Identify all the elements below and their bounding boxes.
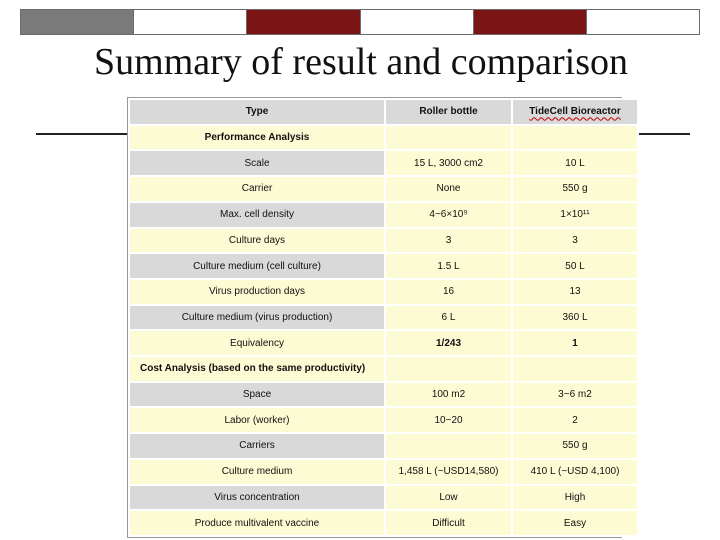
table-header-row: [129, 99, 638, 125]
section-empty-cell: [512, 125, 638, 151]
roller-bottle-value: Low: [385, 485, 512, 511]
table-row: [129, 202, 638, 228]
roller-bottle-value: [385, 433, 512, 459]
header-tidecell-bioreactor: [512, 99, 638, 125]
row-label: Labor (worker): [129, 407, 385, 433]
row-label: Equivalency: [129, 330, 385, 356]
decorative-header-bar: [20, 9, 700, 35]
roller-bottle-value: 100 m2: [385, 382, 512, 408]
title-underline-left: [36, 133, 128, 135]
row-label: Carrier: [129, 176, 385, 202]
row-label: Virus production days: [129, 279, 385, 305]
tidecell-value: 3: [512, 228, 638, 254]
table-row: [129, 305, 638, 331]
tidecell-value: 360 L: [512, 305, 638, 331]
comparison-table-image: [127, 97, 622, 538]
roller-bottle-value: 4~6×10⁹: [385, 202, 512, 228]
section-empty-cell: [385, 356, 512, 382]
table-row: [129, 510, 638, 536]
tidecell-value: 2: [512, 407, 638, 433]
table-row: [129, 485, 638, 511]
roller-bottle-value: 10~20: [385, 407, 512, 433]
section-label-cost: Cost Analysis (based on the same productivity): [129, 356, 385, 382]
table-row: [129, 330, 638, 356]
row-label: Scale: [129, 150, 385, 176]
section-label-performance: Performance Analysis: [129, 125, 385, 151]
row-label: Carriers: [129, 433, 385, 459]
header-roller-bottle: Roller bottle: [385, 99, 512, 125]
table-row: [129, 279, 638, 305]
header-bar-segment: [21, 10, 134, 34]
roller-bottle-value: 16: [385, 279, 512, 305]
tidecell-value: 1×10¹¹: [512, 202, 638, 228]
section-empty-cell: [385, 125, 512, 151]
row-label: Space: [129, 382, 385, 408]
table-row: [129, 459, 638, 485]
roller-bottle-value: 6 L: [385, 305, 512, 331]
header-bar-segment: [134, 10, 247, 34]
row-label: Culture days: [129, 228, 385, 254]
section-empty-cell: [512, 356, 638, 382]
table-row: [129, 407, 638, 433]
tidecell-value: 550 g: [512, 176, 638, 202]
header-type: Type: [129, 99, 385, 125]
section-row-cost: [129, 356, 638, 382]
roller-bottle-value: 1,458 L (~USD14,580): [385, 459, 512, 485]
header-bar-segment: [587, 10, 699, 34]
tidecell-value: 50 L: [512, 253, 638, 279]
slide-title: Summary of result and comparison: [94, 41, 629, 83]
tidecell-value: 13: [512, 279, 638, 305]
roller-bottle-value: None: [385, 176, 512, 202]
table-row: [129, 228, 638, 254]
roller-bottle-value: 1/243: [385, 330, 512, 356]
row-label: Produce multivalent vaccine: [129, 510, 385, 536]
tidecell-value: 410 L (~USD 4,100): [512, 459, 638, 485]
comparison-table: [128, 98, 639, 537]
table-row: [129, 150, 638, 176]
table-row: [129, 433, 638, 459]
roller-bottle-value: 15 L, 3000 cm2: [385, 150, 512, 176]
tidecell-value: High: [512, 485, 638, 511]
tidecell-value: Easy: [512, 510, 638, 536]
row-label: Culture medium (cell culture): [129, 253, 385, 279]
tidecell-value: 550 g: [512, 433, 638, 459]
header-bar-segment: [247, 10, 360, 34]
header-bar-segment: [474, 10, 587, 34]
roller-bottle-value: 3: [385, 228, 512, 254]
tidecell-value: 1: [512, 330, 638, 356]
table-row: [129, 382, 638, 408]
header-tidecell-text: TideCell Bioreactor: [529, 106, 621, 118]
roller-bottle-value: 1.5 L: [385, 253, 512, 279]
roller-bottle-value: Difficult: [385, 510, 512, 536]
section-row-performance: [129, 125, 638, 151]
table-row: [129, 253, 638, 279]
row-label: Culture medium (virus production): [129, 305, 385, 331]
table-row: [129, 176, 638, 202]
tidecell-value: 3~6 m2: [512, 382, 638, 408]
row-label: Max. cell density: [129, 202, 385, 228]
row-label: Virus concentration: [129, 485, 385, 511]
header-bar-segment: [361, 10, 474, 34]
tidecell-value: 10 L: [512, 150, 638, 176]
row-label: Culture medium: [129, 459, 385, 485]
